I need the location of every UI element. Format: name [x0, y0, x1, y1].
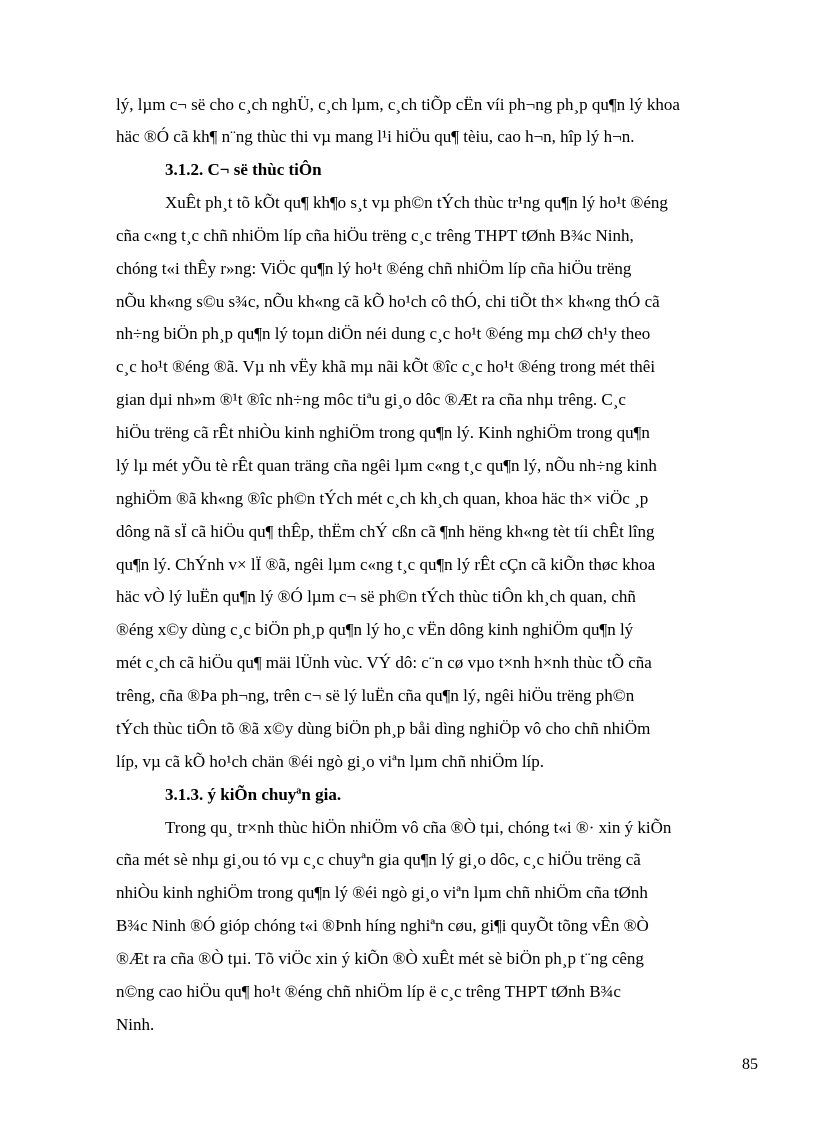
text-line: ®Æt ra cña ®Ò tµi. Tõ viÖc xin ý kiÕn ®Ò xuÊt mét sè biÖn ph¸p t¨ng cêng: [116, 949, 644, 968]
text-line: cña mét sè nhµ gi¸ou tó vµ c¸c chuyªn gia qu¶n lý gi¸o dôc, c¸c hiÖu trëng cã: [116, 850, 641, 869]
text-line: dông nã sÏ cã hiÖu qu¶ thÊp, thËm chÝ cßn cã ¶nh hëng kh«ng tèt tíi chÊt lîng: [116, 522, 655, 541]
text-line: cña c«ng t¸c chñ nhiÖm líp cña hiÖu trëng c¸c trêng THPT tØnh B¾c Ninh,: [116, 226, 634, 245]
text-line: Trong qu¸ tr×nh thùc hiÖn nhiÖm vô cña ®Ò tµi, chóng t«i ®· xin ý kiÕn: [165, 818, 672, 837]
text-line: B¾c Ninh ®Ó gióp chóng t«i ®Þnh híng nghiªn cøu, gi¶i quyÕt tõng vÊn ®Ò: [116, 916, 649, 935]
text-line: nhiÒu kinh nghiÖm trong qu¶n lý ®éi ngò gi¸o viªn lµm chñ nhiÖm cña tØnh: [116, 883, 648, 902]
text-line: tÝch thùc tiÔn tõ ®ã x©y dùng biÖn ph¸p båi dìng nghiÖp vô cho chñ nhiÖm: [116, 719, 651, 738]
text-line: c¸c ho¹t ®éng ®ã. Vµ nh vËy khã mµ nãi kÕt ®îc c¸c ho¹t ®éng trong mét thêi: [116, 357, 656, 376]
page-number: 85: [742, 1056, 758, 1073]
text-line: ®éng x©y dùng c¸c biÖn ph¸p qu¶n lý ho¸c vËn dông kinh nghiÖm qu¶n lý: [116, 620, 634, 639]
text-line: Ninh.: [116, 1015, 155, 1034]
section-heading-3-1-3: 3.1.3. ý kiÕn chuyªn gia.: [165, 785, 342, 804]
text-line: nÕu kh«ng s©u s¾c, nÕu kh«ng cã kÕ ho¹ch cô thÓ, chi tiÕt th× kh«ng thÓ cã: [116, 292, 660, 311]
text-line: XuÊt ph¸t tõ kÕt qu¶ kh¶o s¸t vµ ph©n tÝch thùc tr¹ng qu¶n lý ho¹t ®éng: [165, 193, 668, 212]
text-line: trêng, cña ®Þa ph¬ng, trên c¬ së lý luËn cña qu¶n lý, ngêi hiÖu trëng ph©n: [116, 686, 635, 705]
text-line: nh÷ng biÖn ph¸p qu¶n lý toµn diÖn néi dung c¸c ho¹t ®éng mµ chØ ch¹y theo: [116, 324, 651, 343]
text-line: qu¶n lý. ChÝnh v× lÏ ®ã, ngêi lµm c«ng t¸c qu¶n lý rÊt cÇn cã kiÕn thøc khoa: [116, 555, 656, 574]
text-line: hiÖu trëng cã rÊt nhiÒu kinh nghiÖm trong qu¶n lý. Kinh nghiÖm trong qu¶n: [116, 423, 650, 442]
text-line: mét c¸ch cã hiÖu qu¶ mäi lÜnh vùc. VÝ dô: c¨n cø vµo t×nh h×nh thùc tÕ cña: [116, 653, 652, 672]
text-line: lý, lµm c¬ së cho c¸ch nghÜ, c¸ch lµm, c¸ch tiÕp cËn víi ph¬ng ph¸p qu¶n lý khoa: [116, 95, 680, 114]
text-line: líp, vµ cã kÕ ho¹ch chän ®éi ngò gi¸o viªn lµm chñ nhiÖm líp.: [116, 752, 545, 771]
text-line: häc vÒ lý luËn qu¶n lý ®Ó lµm c¬ së ph©n tÝch thùc tiÔn kh¸ch quan, chñ: [116, 587, 636, 606]
text-line: chóng t«i thÊy r»ng: ViÖc qu¶n lý ho¹t ®éng chñ nhiÖm líp cña hiÖu trëng: [116, 259, 632, 278]
text-line: n©ng cao hiÖu qu¶ ho¹t ®éng chñ nhiÖm líp ë c¸c trêng THPT tØnh B¾c: [116, 982, 621, 1001]
text-line: häc ®Ó cã kh¶ n¨ng thùc thi vµ mang l¹i hiÖu qu¶ tèiu, cao h¬n, hîp lý h¬n.: [116, 127, 635, 146]
text-line: lý lµ mét yÕu tè rÊt quan träng cña ngêi lµm c«ng t¸c qu¶n lý, nÕu nh÷ng kinh: [116, 456, 657, 475]
text-line: gian dµi nh»m ®¹t ®îc nh÷ng môc tiªu gi¸o dôc ®Æt ra cña nhµ trêng. C¸c: [116, 390, 626, 409]
text-line: nghiÖm ®ã kh«ng ®îc ph©n tÝch mét c¸ch kh¸ch quan, khoa häc th× viÖc ¸p: [116, 489, 649, 508]
section-heading-3-1-2: 3.1.2. C¬ së thùc tiÔn: [165, 160, 322, 179]
